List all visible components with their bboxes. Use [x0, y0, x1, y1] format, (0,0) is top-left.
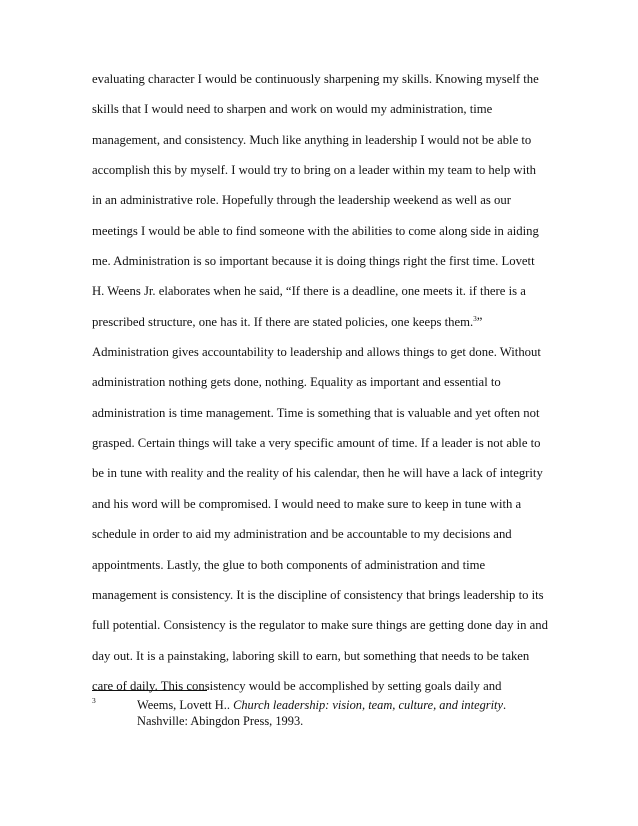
footnote-author: Weems, Lovett H..: [137, 698, 230, 712]
text-line: evaluating character I would be continuously sharpening my skills. Knowing myself the: [92, 72, 539, 86]
text-line: skills that I would need to sharpen and work on would my administration, time: [92, 102, 493, 117]
footnote-separator: [92, 690, 207, 691]
text-line: full potential. Consistency is the regulator to make sure things are getting done day in and: [92, 618, 548, 633]
footnote-number: 3: [92, 696, 96, 705]
text-line-with-footnote-ref: [92, 314, 562, 344]
text-line: be in tune with reality and the reality of his calendar, then he will have a lack of integrity: [92, 466, 543, 481]
text-line: in an administrative role. Hopefully through the leadership weekend as well as our: [92, 193, 511, 208]
footnote-title: Church leadership: vision, team, culture, and integrity: [233, 698, 503, 712]
footnote-line-1: [137, 697, 562, 713]
text-line: schedule in order to aid my administration and be accountable to my decisions and: [92, 527, 512, 542]
footnote-reference[interactable]: 3: [473, 314, 477, 323]
text-line: Administration gives accountability to leadership and allows things to get done. Without: [92, 345, 541, 360]
text-line: day out. It is a painstaking, laboring skill to earn, but something that needs to be taken: [92, 648, 530, 663]
closing-quote: ”: [476, 314, 483, 329]
text-line: administration nothing gets done, nothing. Equality as important and essential to: [92, 375, 501, 390]
text-line: care of daily. This consistency would be accomplished by setting goals daily and: [92, 678, 502, 693]
footnote-title-end: .: [502, 698, 507, 712]
text-line: me. Administration is so important because it is doing things right the first time. Lovett: [92, 254, 535, 269]
footnote-publisher: Nashville: Abingdon Press, 1993.: [137, 714, 304, 728]
text-line: grasped. Certain things will take a very specific amount of time. If a leader is not able to: [92, 436, 541, 451]
body-paragraph: [92, 71, 562, 708]
text-line: H. Weens Jr. elaborates when he said, “If there is a deadline, one meets it. if there is a: [92, 284, 526, 299]
text-line: administration is time management. Time is something that is valuable and yet often not: [92, 405, 540, 420]
footnote: [92, 697, 562, 729]
footnote-citation: [137, 697, 562, 729]
text-line: appointments. Lastly, the glue to both components of administration and time: [92, 557, 486, 572]
text-line: management, and consistency. Much like anything in leadership I would not be able to: [92, 132, 532, 147]
text-line: and his word will be compromised. I would need to make sure to keep in tune with a: [92, 496, 522, 511]
text-line: management is consistency. It is the discipline of consistency that brings leadership to its: [92, 587, 544, 602]
text-line: accomplish this by myself. I would try to bring on a leader within my team to help with: [92, 163, 536, 178]
text-line: meetings I would be able to find someone with the abilities to come along side in aiding: [92, 223, 539, 238]
text-line-content: prescribed structure, one has it. If there are stated policies, one keeps them.: [92, 314, 474, 329]
